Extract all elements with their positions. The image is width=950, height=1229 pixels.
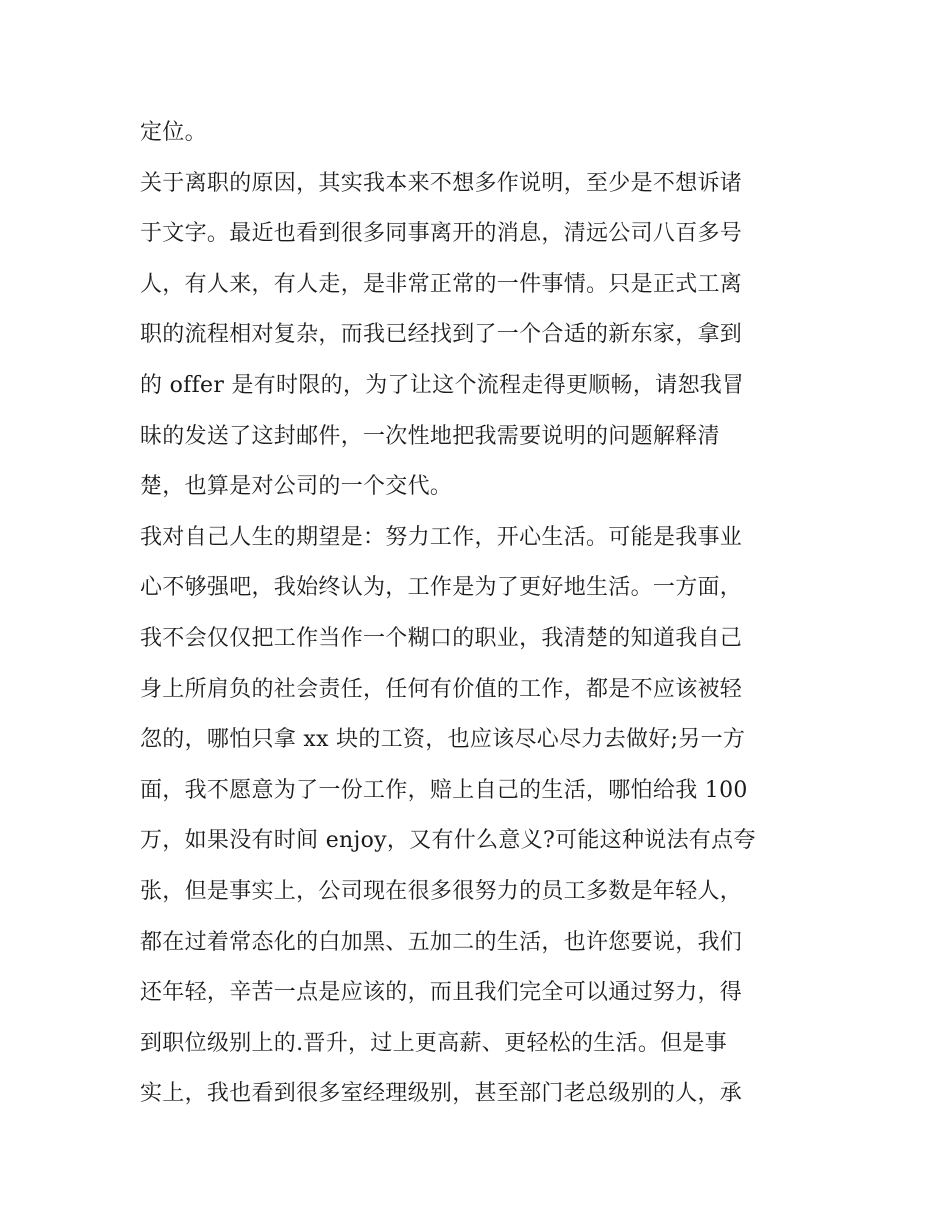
text-line: 实上，我也看到很多室经理级别，甚至部门老总级别的人，承	[140, 1081, 743, 1107]
text-line: 身上所肩负的社会责任，任何有价值的工作，都是不应该被轻	[140, 676, 743, 702]
text-line: 到职位级别上的.晋升，过上更高薪、更轻松的生活。但是事	[140, 1030, 728, 1056]
text-line: 心不够强吧，我始终认为，工作是为了更好地生活。一方面，	[140, 575, 743, 601]
text-line: 张，但是事实上，公司现在很多很努力的员工多数是年轻人，	[140, 878, 743, 904]
text-line: 忽的，哪怕只拿 xx 块的工资，也应该尽心尽力去做好;另一方	[140, 727, 746, 753]
text-line: 关于离职的原因，其实我本来不想多作说明，至少是不想诉诸	[140, 170, 743, 196]
text-line: 我对自己人生的期望是：努力工作，开心生活。可能是我事业	[140, 524, 743, 550]
text-line: 楚，也算是对公司的一个交代。	[140, 474, 453, 500]
body-text	[140, 108, 820, 1120]
text-line: 都在过着常态化的白加黑、五加二的生活，也许您要说，我们	[140, 929, 743, 955]
text-line: 我不会仅仅把工作当作一个糊口的职业，我清楚的知道我自己	[140, 625, 743, 651]
text-line: 面，我不愿意为了一份工作，赔上自己的生活，哪怕给我 100	[140, 777, 748, 803]
text-line: 于文字。最近也看到很多同事离开的消息，清远公司八百多号	[140, 221, 743, 247]
text-line: 万，如果没有时间 enjoy，又有什么意义?可能这种说法有点夸	[140, 828, 756, 854]
text-line: 还年轻，辛苦一点是应该的，而且我们完全可以通过努力，得	[140, 980, 743, 1006]
text-line: 的 offer 是有时限的，为了让这个流程走得更顺畅，请恕我冒	[140, 372, 745, 398]
text-line: 职的流程相对复杂，而我已经找到了一个合适的新东家，拿到	[140, 322, 743, 348]
text-line: 昧的发送了这封邮件，一次性地把我需要说明的问题解释清	[140, 423, 720, 449]
text-line: 人，有人来，有人走，是非常正常的一件事情。只是正式工离	[140, 271, 743, 297]
text-line: 定位。	[140, 120, 207, 145]
